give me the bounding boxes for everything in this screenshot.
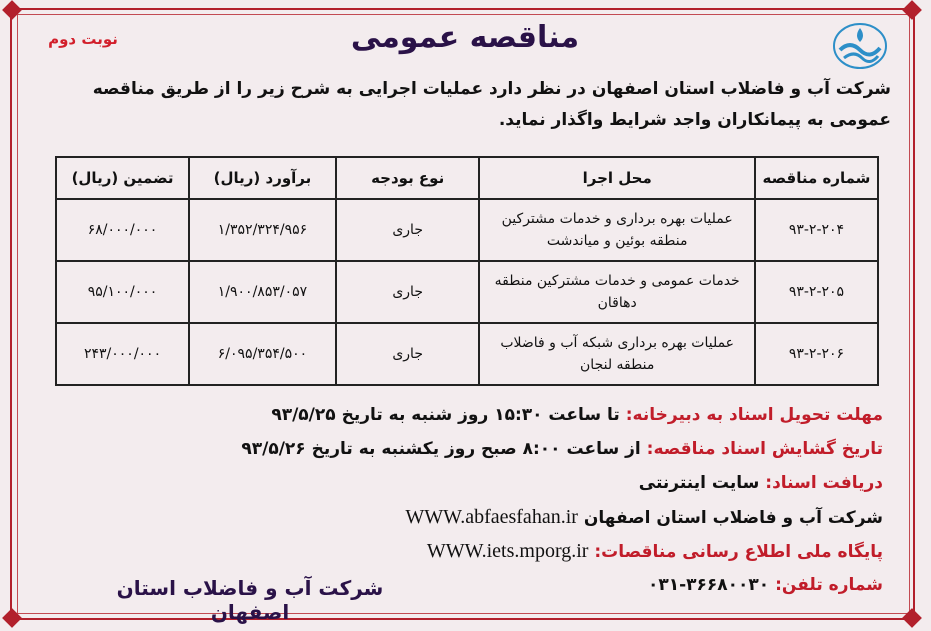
header-number: شماره مناقصه xyxy=(755,157,878,199)
header-location: محل اجرا xyxy=(479,157,755,199)
tender-number: ۹۳-۲-۲۰۵ xyxy=(788,284,845,300)
cell-guarantee: ۲۴۳/۰۰۰/۰۰۰ xyxy=(56,323,189,385)
table-row xyxy=(56,261,878,323)
receive-line xyxy=(43,466,883,500)
tender-info xyxy=(43,398,883,602)
page-title: مناقصه عمومی xyxy=(350,20,580,55)
cell-guarantee: ۶۸/۰۰۰/۰۰۰ xyxy=(56,199,189,261)
company-site-label: شرکت آب و فاضلاب استان اصفهان xyxy=(583,508,883,528)
national-site-link[interactable]: WWW.iets.mporg.ir xyxy=(426,540,589,562)
table-row xyxy=(56,323,878,385)
tender-number: ۹۳-۲-۲۰۴ xyxy=(788,222,845,238)
phone-value: ۰۳۱-۳۶۶۸۰۰۳۰ xyxy=(647,575,770,595)
opening-value: از ساعت ۸:۰۰ صبح روز یکشنبه به تاریخ ۹۳/۵/۲۶ xyxy=(241,439,641,459)
cell-budget: جاری xyxy=(336,261,480,323)
cell-budget: جاری xyxy=(336,199,480,261)
deadline-line xyxy=(43,398,883,432)
cell-estimate: ۱/۳۵۲/۳۲۴/۹۵۶ xyxy=(189,199,336,261)
company-site-link[interactable]: WWW.abfaesfahan.ir xyxy=(405,506,578,528)
header-estimate: برآورد (ریال) xyxy=(189,157,336,199)
cell-number xyxy=(755,261,878,323)
phone-label: شماره تلفن: xyxy=(775,575,883,595)
cell-number xyxy=(755,199,878,261)
tender-table xyxy=(55,156,879,386)
cell-location: خدمات عمومی و خدمات مشترکین منطقه دهاقان xyxy=(479,261,755,323)
company-site-line xyxy=(43,500,883,534)
cell-guarantee: ۹۵/۱۰۰/۰۰۰ xyxy=(56,261,189,323)
intro-paragraph: شرکت آب و فاضلاب استان اصفهان در نظر دارد عملیات اجرایی به شرح زیر را از طریق مناقصه عمومی به پیمانکاران واجد شرایط واگذار نماید. xyxy=(92,79,891,130)
tender-number: ۹۳-۲-۲۰۶ xyxy=(788,346,845,362)
opening-label: تاریخ گشایش اسناد مناقصه: xyxy=(646,439,883,459)
cell-budget: جاری xyxy=(336,323,480,385)
header-guarantee: تضمین (ریال) xyxy=(56,157,189,199)
cell-number xyxy=(755,323,878,385)
header-budget: نوع بودجه xyxy=(336,157,480,199)
national-site-label: پایگاه ملی اطلاع رسانی مناقصات: xyxy=(594,542,883,562)
receive-value: سایت اینترنتی xyxy=(638,473,760,493)
round-label: نوبت دوم xyxy=(48,30,118,48)
receive-label: دریافت اسناد: xyxy=(765,473,883,493)
national-site-line xyxy=(43,534,883,568)
cell-estimate: ۱/۹۰۰/۸۵۳/۰۵۷ xyxy=(189,261,336,323)
table-header-row xyxy=(56,157,878,199)
cell-location: عملیات بهره برداری و خدمات مشترکین منطقه بوئین و میاندشت xyxy=(479,199,755,261)
water-company-logo-icon xyxy=(830,20,890,72)
cell-estimate: ۶/۰۹۵/۳۵۴/۵۰۰ xyxy=(189,323,336,385)
opening-line xyxy=(43,432,883,466)
deadline-value: تا ساعت ۱۵:۳۰ روز شنبه به تاریخ ۹۳/۵/۲۵ xyxy=(271,405,620,425)
company-signature: شرکت آب و فاضلاب استان اصفهان xyxy=(116,576,384,624)
deadline-label: مهلت تحویل اسناد به دبیرخانه: xyxy=(625,405,883,425)
table-row xyxy=(56,199,878,261)
cell-location: عملیات بهره برداری شبکه آب و فاضلاب منطقه لنجان xyxy=(479,323,755,385)
